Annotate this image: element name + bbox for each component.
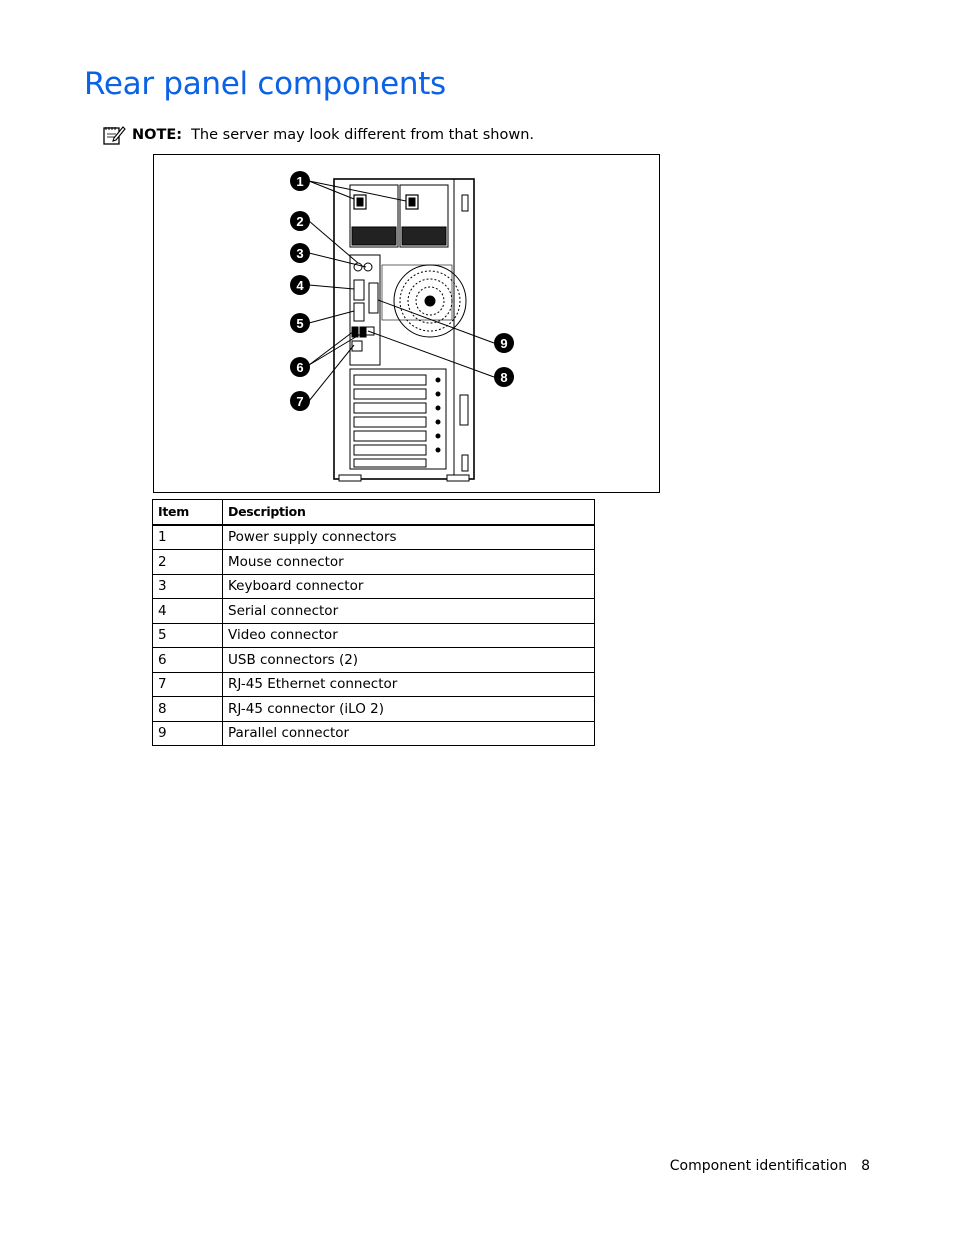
- table-row: [153, 648, 595, 673]
- server-chassis: [334, 179, 474, 481]
- svg-text:7: 7: [296, 394, 304, 409]
- note-pad-icon: [102, 124, 126, 146]
- row-description: Keyboard connector: [223, 574, 595, 599]
- callout-2: [290, 211, 310, 231]
- row-description: RJ-45 Ethernet connector: [223, 672, 595, 697]
- callout-6: [290, 357, 310, 377]
- svg-text:3: 3: [296, 246, 304, 261]
- row-item: 7: [153, 672, 223, 697]
- row-item: 9: [153, 721, 223, 746]
- table-row: [153, 574, 595, 599]
- table-row: [153, 697, 595, 722]
- header-item: Item: [153, 500, 223, 525]
- row-description: Video connector: [223, 623, 595, 648]
- row-item: 6: [153, 648, 223, 673]
- table-header-row: [153, 500, 595, 525]
- footer-page-number: 8: [861, 1158, 870, 1174]
- svg-text:6: 6: [296, 360, 304, 375]
- row-description: Mouse connector: [223, 550, 595, 575]
- svg-text:8: 8: [500, 370, 508, 385]
- footer-section: Component identification: [669, 1158, 848, 1174]
- row-description: Serial connector: [223, 599, 595, 624]
- components-table: [152, 499, 595, 746]
- svg-text:5: 5: [296, 316, 304, 331]
- table-row: [153, 623, 595, 648]
- callout-3: [290, 243, 310, 263]
- callout-1: [290, 171, 310, 191]
- svg-text:9: 9: [500, 336, 508, 351]
- row-item: 8: [153, 697, 223, 722]
- rear-panel-figure: [153, 154, 660, 493]
- callout-4: [290, 275, 310, 295]
- row-description: USB connectors (2): [223, 648, 595, 673]
- svg-text:4: 4: [296, 278, 304, 293]
- note-text: The server may look different from that shown.: [191, 127, 535, 143]
- callout-5: [290, 313, 310, 333]
- header-description: Description: [223, 500, 595, 525]
- table-row: [153, 550, 595, 575]
- page-title: Rear panel components: [84, 66, 446, 102]
- svg-text:2: 2: [296, 214, 304, 229]
- row-description: Parallel connector: [223, 721, 595, 746]
- row-item: 2: [153, 550, 223, 575]
- callout-7: [290, 391, 310, 411]
- callout-9: [494, 333, 514, 353]
- row-item: 4: [153, 599, 223, 624]
- row-item: 1: [153, 525, 223, 550]
- row-description: Power supply connectors: [223, 525, 595, 550]
- table-row: [153, 599, 595, 624]
- table-row: [153, 672, 595, 697]
- row-item: 3: [153, 574, 223, 599]
- callout-8: [494, 367, 514, 387]
- svg-text:1: 1: [296, 174, 304, 189]
- table-row: [153, 525, 595, 550]
- note-label: NOTE:: [132, 127, 183, 143]
- table-row: [153, 721, 595, 746]
- row-description: RJ-45 connector (iLO 2): [223, 697, 595, 722]
- rear-panel-illustration: [154, 155, 659, 492]
- row-item: 5: [153, 623, 223, 648]
- page-footer: [670, 1158, 870, 1174]
- note: [102, 122, 534, 148]
